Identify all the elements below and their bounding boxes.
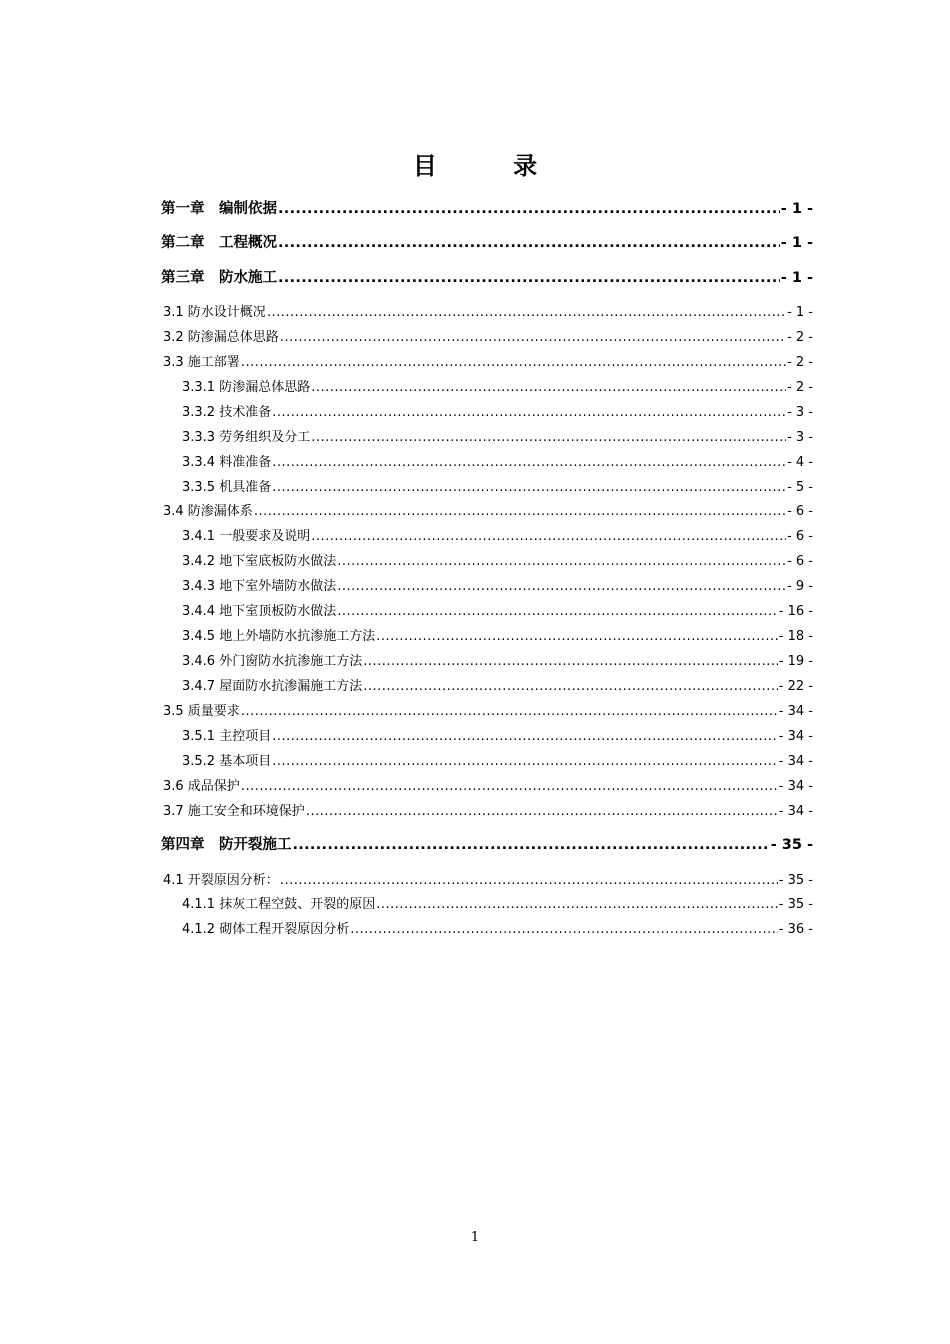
toc-entry-label: 3.1 防水设计概况 xyxy=(163,305,266,320)
toc-entry-page: - 19 - xyxy=(778,654,813,669)
toc-entry-label: 第二章 工程概况 xyxy=(161,235,277,251)
toc-section-entry[interactable] xyxy=(161,351,813,369)
toc-leader-dots xyxy=(241,355,786,370)
toc-entry-page: - 34 - xyxy=(778,804,813,819)
toc-entry-page: - 6 - xyxy=(787,529,813,544)
toc-entry-page: - 18 - xyxy=(778,629,813,644)
toc-leader-dots xyxy=(337,579,786,594)
toc-leader-dots xyxy=(272,455,786,470)
toc-subsection-entry[interactable] xyxy=(161,525,813,543)
toc-entry-label: 4.1 开裂原因分析： xyxy=(163,873,279,888)
toc-entry-page: - 34 - xyxy=(778,729,813,744)
toc-entry-label: 3.3.3 劳务组织及分工 xyxy=(182,430,311,445)
toc-section-entry[interactable] xyxy=(161,800,813,818)
toc-section-entry[interactable] xyxy=(161,700,813,718)
toc-leader-dots xyxy=(272,405,786,420)
toc-entry-page: - 34 - xyxy=(778,754,813,769)
toc-entry-label: 3.3.2 技术准备 xyxy=(182,405,272,420)
toc-leader-dots xyxy=(272,754,778,769)
toc-leader-dots xyxy=(272,729,778,744)
toc-entry-page: - 34 - xyxy=(778,779,813,794)
toc-subsection-entry[interactable] xyxy=(161,550,813,568)
toc-entry-page: - 34 - xyxy=(778,704,813,719)
toc-entry-label: 4.1.1 抹灰工程空鼓、开裂的原因 xyxy=(182,897,376,912)
toc-subsection-entry[interactable] xyxy=(161,675,813,693)
toc-entry-label: 3.7 施工安全和环境保护 xyxy=(163,804,305,819)
toc-section-entry[interactable] xyxy=(161,301,813,319)
toc-entry-page: - 35 - xyxy=(770,837,813,853)
toc-entry-page: - 22 - xyxy=(778,679,813,694)
toc-entry-label: 3.4 防渗漏体系 xyxy=(163,504,253,519)
toc-subsection-entry[interactable] xyxy=(161,725,813,743)
toc-subsection-entry[interactable] xyxy=(161,476,813,494)
toc-entry-label: 3.4.7 屋面防水抗渗漏施工方法 xyxy=(182,679,363,694)
toc-entry-label: 3.4.3 地下室外墙防水做法 xyxy=(182,579,337,594)
toc-subsection-entry[interactable] xyxy=(161,376,813,394)
toc-entry-label: 3.5 质量要求 xyxy=(163,704,240,719)
toc-leader-dots xyxy=(241,779,778,794)
toc-chapter-entry[interactable] xyxy=(161,833,813,853)
toc-leader-dots xyxy=(376,897,778,912)
toc-subsection-entry[interactable] xyxy=(161,426,813,444)
toc-subsection-entry[interactable] xyxy=(161,401,813,419)
toc-leader-dots xyxy=(272,480,786,495)
toc-leader-dots xyxy=(306,804,778,819)
toc-subsection-entry[interactable] xyxy=(161,893,813,911)
toc-entry-label: 3.3.1 防渗漏总体思路 xyxy=(182,380,311,395)
toc-chapter-entry[interactable] xyxy=(161,231,813,251)
toc-subsection-entry[interactable] xyxy=(161,750,813,768)
toc-entry-label: 3.4.1 一般要求及说明 xyxy=(182,529,311,544)
page-number: 1 xyxy=(470,1230,480,1245)
toc-subsection-entry[interactable] xyxy=(161,918,813,936)
toc-entry-page: - 1 - xyxy=(787,305,813,320)
toc-section-entry[interactable] xyxy=(161,869,813,887)
toc-leader-dots xyxy=(363,679,778,694)
toc-entry-label: 3.6 成品保护 xyxy=(163,779,240,794)
toc-subsection-entry[interactable] xyxy=(161,575,813,593)
toc-entry-label: 3.4.4 地下室顶板防水做法 xyxy=(182,604,337,619)
toc-leader-dots xyxy=(278,201,780,217)
toc-leader-dots xyxy=(363,654,778,669)
toc-entry-page: - 1 - xyxy=(780,270,813,286)
toc-entry-page: - 2 - xyxy=(787,330,813,345)
toc-leader-dots xyxy=(311,380,786,395)
toc-entry-label: 3.4.6 外门窗防水抗渗施工方法 xyxy=(182,654,363,669)
toc-entry-page: - 3 - xyxy=(787,405,813,420)
toc-leader-dots xyxy=(278,270,780,286)
toc-leader-dots xyxy=(280,873,778,888)
toc-entry-label: 第三章 防水施工 xyxy=(161,270,277,286)
toc-section-entry[interactable] xyxy=(161,775,813,793)
toc-subsection-entry[interactable] xyxy=(161,451,813,469)
toc-entry-page: - 2 - xyxy=(787,355,813,370)
toc-entry-label: 3.3.4 料准准备 xyxy=(182,455,272,470)
toc-entry-page: - 16 - xyxy=(778,604,813,619)
toc-subsection-entry[interactable] xyxy=(161,650,813,668)
toc-entry-label: 3.5.2 基本项目 xyxy=(182,754,272,769)
toc-leader-dots xyxy=(280,330,786,345)
toc-entry-page: - 5 - xyxy=(787,480,813,495)
toc-entry-label: 第一章 编制依据 xyxy=(161,201,277,217)
toc-leader-dots xyxy=(337,604,778,619)
toc-entry-label: 4.1.2 砌体工程开裂原因分析 xyxy=(182,922,350,937)
toc-leader-dots xyxy=(278,235,780,251)
toc-chapter-entry[interactable] xyxy=(161,197,813,217)
toc-entry-label: 3.4.2 地下室底板防水做法 xyxy=(182,554,337,569)
toc-leader-dots xyxy=(337,554,786,569)
toc-entry-label: 3.3.5 机具准备 xyxy=(182,480,272,495)
toc-entry-page: - 6 - xyxy=(787,554,813,569)
toc-entry-page: - 1 - xyxy=(780,235,813,251)
toc-chapter-entry[interactable] xyxy=(161,266,813,286)
toc-section-entry[interactable] xyxy=(161,500,813,518)
toc-entry-page: - 36 - xyxy=(778,922,813,937)
toc-section-entry[interactable] xyxy=(161,326,813,344)
toc-entry-label: 3.3 施工部署 xyxy=(163,355,240,370)
toc-entry-label: 3.5.1 主控项目 xyxy=(182,729,272,744)
toc-leader-dots xyxy=(376,629,778,644)
toc-entry-page: - 6 - xyxy=(787,504,813,519)
toc-leader-dots xyxy=(350,922,778,937)
toc-leader-dots xyxy=(293,837,770,853)
toc-entry-label: 3.4.5 地上外墙防水抗渗施工方法 xyxy=(182,629,376,644)
toc-subsection-entry[interactable] xyxy=(161,625,813,643)
toc-entry-page: - 35 - xyxy=(778,897,813,912)
toc-leader-dots xyxy=(241,704,778,719)
toc-entry-page: - 35 - xyxy=(778,873,813,888)
toc-title: 目 录 xyxy=(412,151,572,180)
toc-entry-label: 3.2 防渗漏总体思路 xyxy=(163,330,279,345)
toc-leader-dots xyxy=(267,305,786,320)
toc-entry-page: - 9 - xyxy=(787,579,813,594)
toc-leader-dots xyxy=(254,504,786,519)
toc-leader-dots xyxy=(311,529,786,544)
toc-entry-page: - 4 - xyxy=(787,455,813,470)
toc-entry-page: - 1 - xyxy=(780,201,813,217)
toc-entry-page: - 3 - xyxy=(787,430,813,445)
toc-entry-page: - 2 - xyxy=(787,380,813,395)
toc-leader-dots xyxy=(311,430,786,445)
toc-subsection-entry[interactable] xyxy=(161,600,813,618)
toc-entry-label: 第四章 防开裂施工 xyxy=(161,837,292,853)
